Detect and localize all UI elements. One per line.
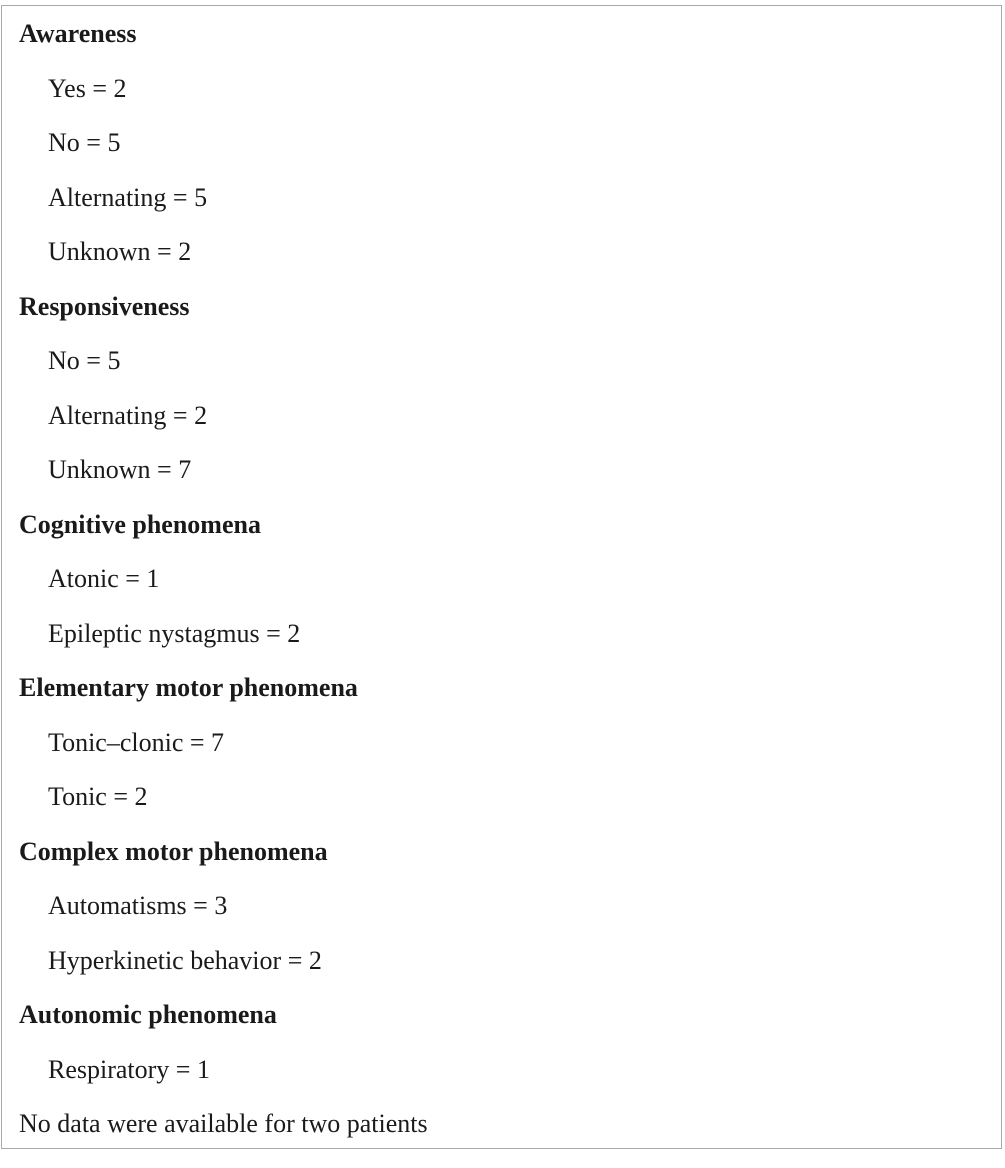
- section-heading-responsiveness: Responsiveness: [19, 291, 190, 321]
- section-heading-awareness: Awareness: [19, 19, 137, 49]
- list-item: Unknown = 7: [48, 455, 192, 485]
- section-heading-elementary-motor-phenomena: Elementary motor phenomena: [19, 673, 358, 703]
- list-item: Tonic = 2: [48, 782, 148, 812]
- list-item: Automatisms = 3: [48, 891, 228, 921]
- table-footnote: No data were available for two patients: [19, 1109, 428, 1139]
- list-item: Respiratory = 1: [48, 1054, 210, 1084]
- section-heading-complex-motor-phenomena: Complex motor phenomena: [19, 836, 328, 866]
- list-item: No = 5: [48, 128, 121, 158]
- list-item: Epileptic nystagmus = 2: [48, 618, 301, 648]
- list-item: Unknown = 2: [48, 237, 192, 267]
- list-item: Alternating = 2: [48, 400, 208, 430]
- list-item: Tonic–clonic = 7: [48, 727, 225, 757]
- list-item: Atonic = 1: [48, 564, 160, 594]
- section-heading-autonomic-phenomena: Autonomic phenomena: [19, 1000, 277, 1030]
- list-item: Yes = 2: [48, 73, 127, 103]
- list-item: No = 5: [48, 346, 121, 376]
- section-heading-cognitive-phenomena: Cognitive phenomena: [19, 509, 261, 539]
- list-item: Alternating = 5: [48, 182, 208, 212]
- seizure-semiology-table: [1, 5, 1002, 1149]
- list-item: Hyperkinetic behavior = 2: [48, 945, 322, 975]
